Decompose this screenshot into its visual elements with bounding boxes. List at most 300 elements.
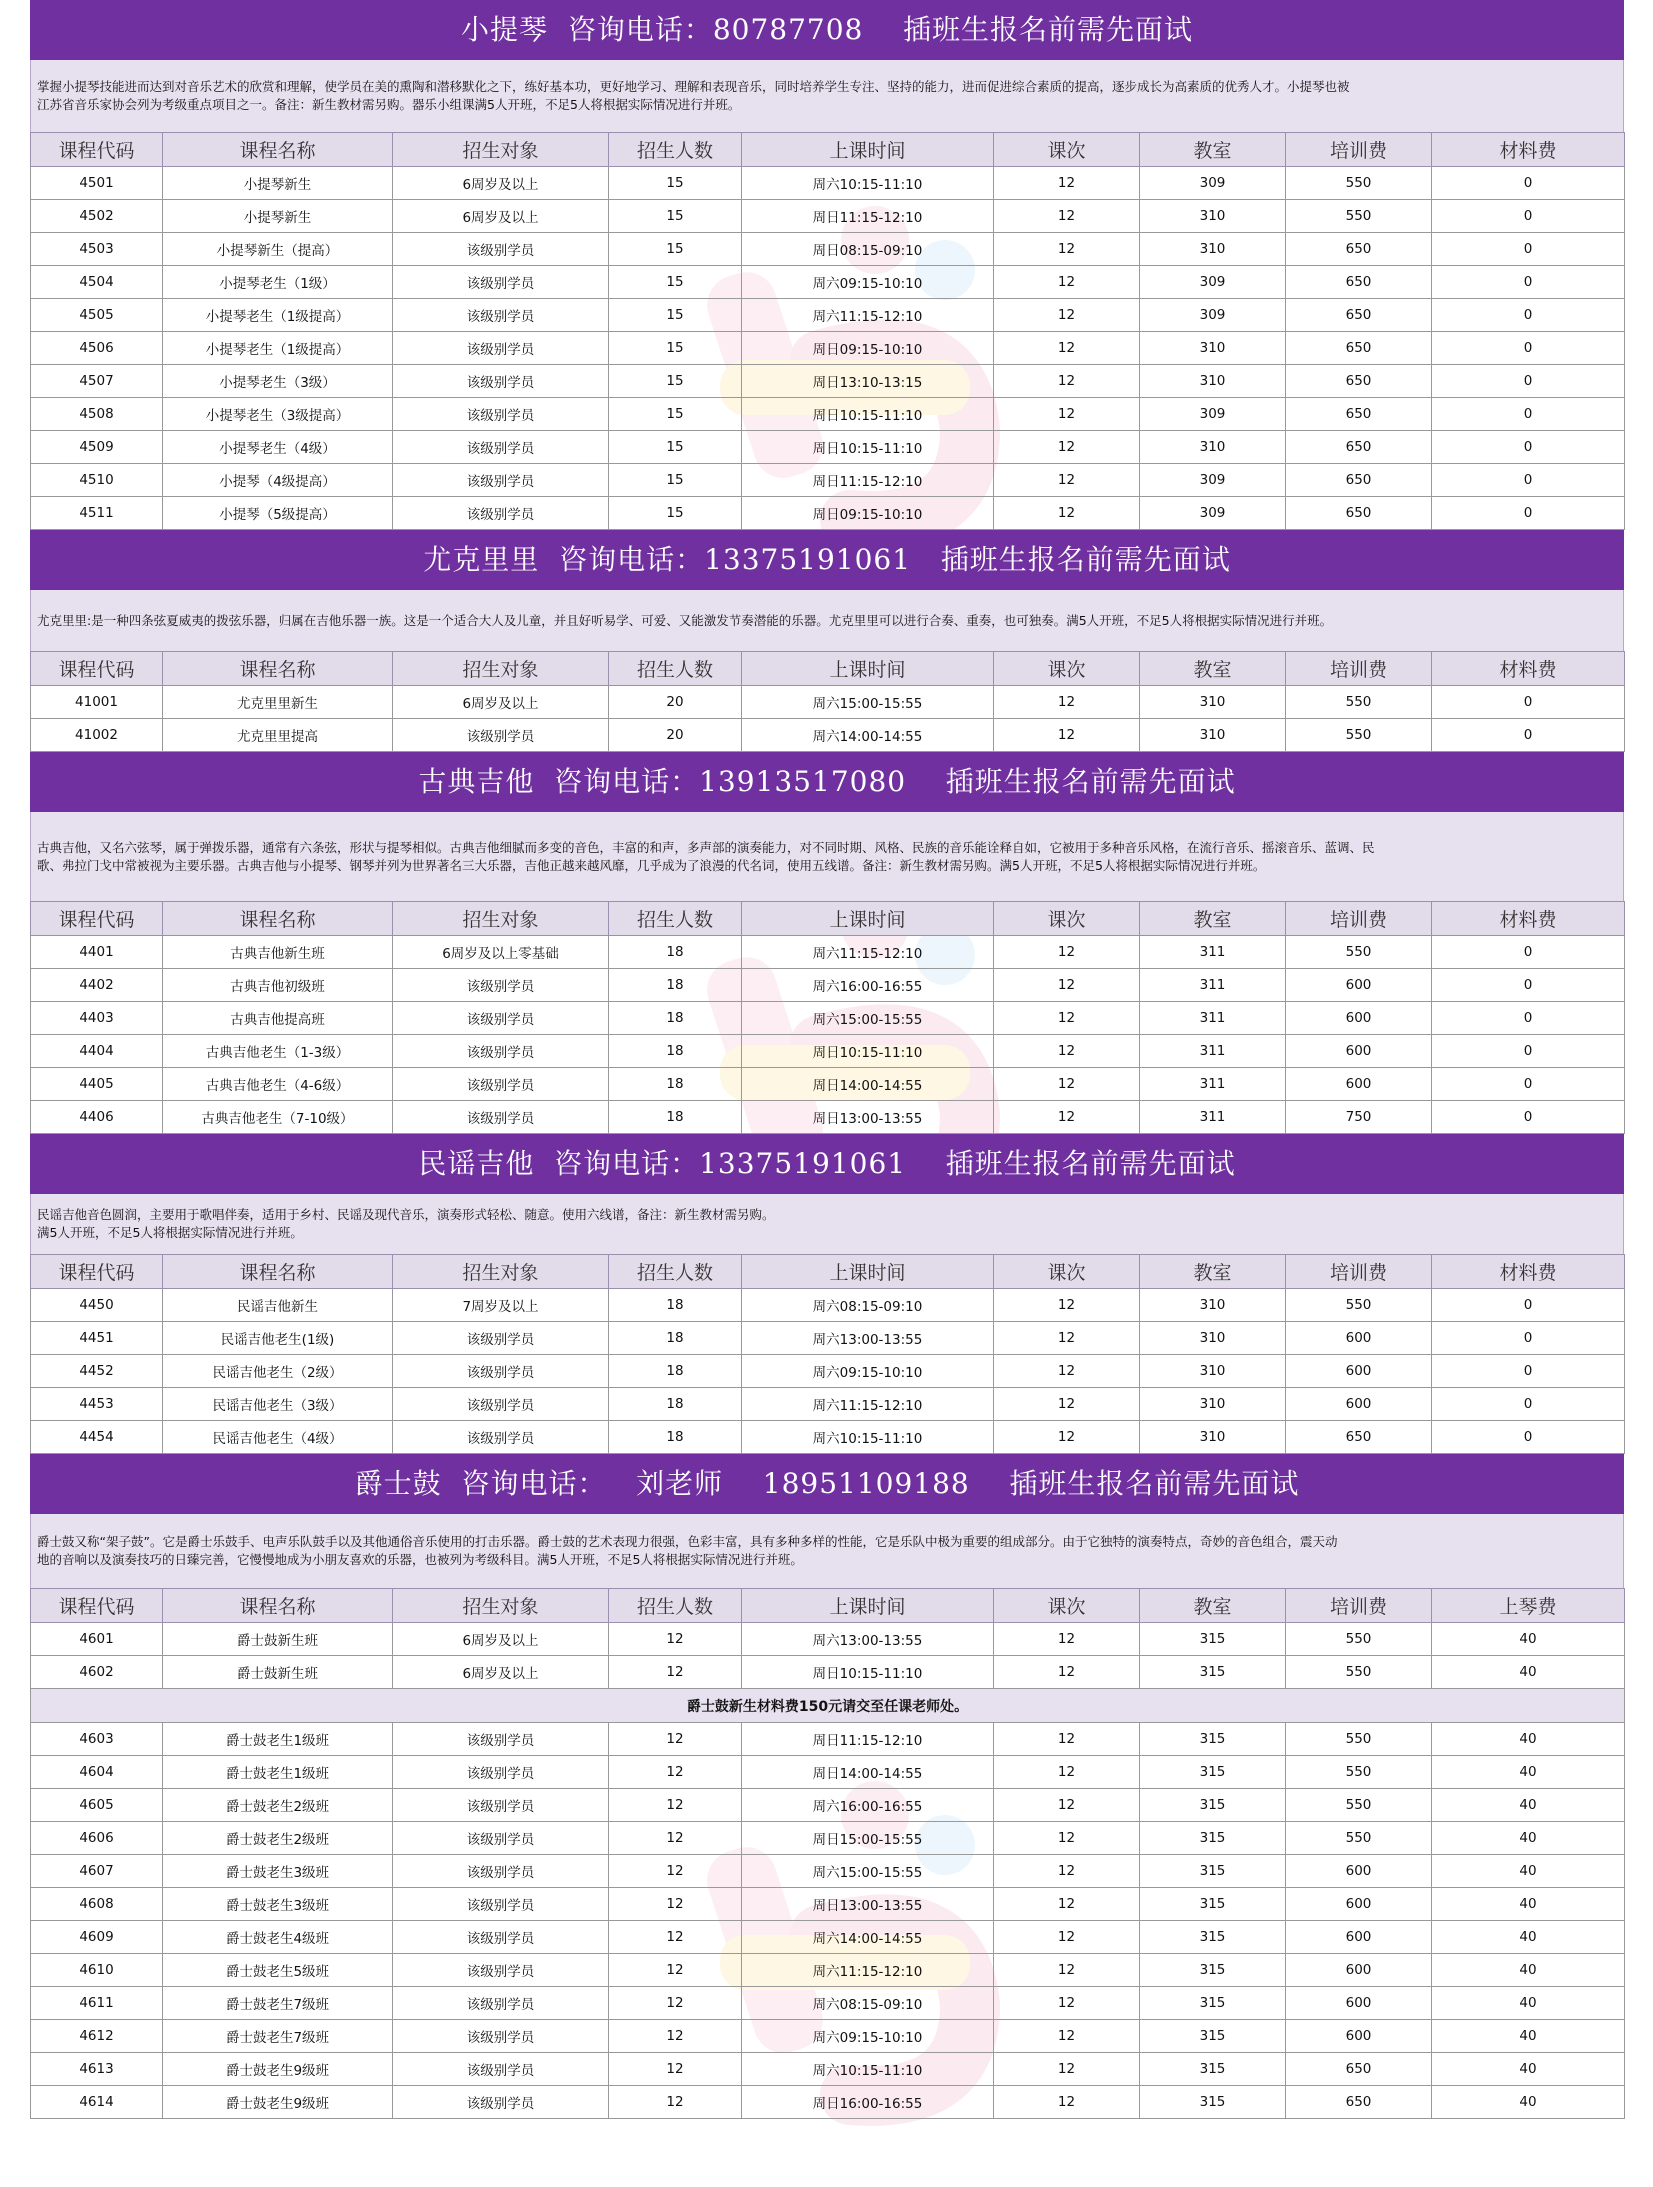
cell-material: 40 [1432,1822,1625,1855]
header-code: 课程代码 [31,1589,163,1623]
header-time: 上课时间 [742,133,994,167]
note-row [31,1689,1625,1723]
cell-name: 古典吉他老生（7-10级） [163,1101,393,1134]
cell-fee: 650 [1286,398,1432,431]
cell-name: 小提琴新生 [163,167,393,200]
table-row [31,1388,1625,1421]
cell-fee: 550 [1286,1756,1432,1789]
cell-fee: 550 [1286,719,1432,752]
cell-code: 4614 [31,2086,163,2119]
cell-target: 该级别学员 [393,1388,609,1421]
cell-sessions: 12 [994,233,1140,266]
table-row [31,1822,1625,1855]
table-header [31,1589,1625,1623]
cell-sessions: 12 [994,1101,1140,1134]
cell-time: 周六15:00-15:55 [742,1855,994,1888]
cell-capacity: 18 [609,1002,742,1035]
cell-name: 小提琴老生（1级提高） [163,299,393,332]
table-row [31,200,1625,233]
cell-name: 小提琴（4级提高） [163,464,393,497]
cell-room: 310 [1140,1421,1286,1454]
cell-name: 民谣吉他老生（3级） [163,1388,393,1421]
cell-code: 4406 [31,1101,163,1134]
header-capacity: 招生人数 [609,1255,742,1289]
cell-fee: 650 [1286,332,1432,365]
header-code: 课程代码 [31,902,163,936]
cell-room: 311 [1140,936,1286,969]
course-schedule [30,0,1624,2119]
table-row [31,1068,1625,1101]
cell-sessions: 12 [994,200,1140,233]
cell-capacity: 12 [609,1656,742,1689]
cell-name: 爵士鼓老生5级班 [163,1954,393,1987]
cell-sessions: 12 [994,1421,1140,1454]
cell-fee: 750 [1286,1101,1432,1134]
table-row [31,1921,1625,1954]
cell-sessions: 12 [994,1035,1140,1068]
cell-sessions: 12 [994,1355,1140,1388]
section-title: 古典吉他 咨询电话：13913517080 插班生报名前需先面试 [30,752,1624,812]
cell-time: 周六15:00-15:55 [742,686,994,719]
cell-code: 4402 [31,969,163,1002]
cell-fee: 600 [1286,1921,1432,1954]
cell-code: 4609 [31,1921,163,1954]
cell-fee: 550 [1286,1656,1432,1689]
cell-target: 该级别学员 [393,2086,609,2119]
cell-sessions: 12 [994,1954,1140,1987]
cell-time: 周六11:15-12:10 [742,1388,994,1421]
table-row [31,1289,1625,1322]
cell-material: 0 [1432,299,1625,332]
cell-fee: 550 [1286,1623,1432,1656]
cell-capacity: 15 [609,266,742,299]
cell-capacity: 15 [609,233,742,266]
cell-fee: 600 [1286,969,1432,1002]
cell-room: 310 [1140,365,1286,398]
cell-room: 315 [1140,1888,1286,1921]
cell-sessions: 12 [994,1789,1140,1822]
cell-code: 4454 [31,1421,163,1454]
cell-material: 0 [1432,233,1625,266]
cell-room: 311 [1140,1002,1286,1035]
cell-target: 该级别学员 [393,1954,609,1987]
cell-fee: 600 [1286,1888,1432,1921]
cell-sessions: 12 [994,1068,1140,1101]
cell-target: 该级别学员 [393,1789,609,1822]
table-row [31,1954,1625,1987]
header-name: 课程名称 [163,652,393,686]
cell-name: 爵士鼓新生班 [163,1623,393,1656]
cell-material: 40 [1432,1756,1625,1789]
cell-name: 尤克里里提高 [163,719,393,752]
cell-target: 该级别学员 [393,1068,609,1101]
cell-sessions: 12 [994,686,1140,719]
cell-code: 4613 [31,2053,163,2086]
cell-material: 40 [1432,2086,1625,2119]
cell-material: 0 [1432,1388,1625,1421]
cell-target: 该级别学员 [393,464,609,497]
cell-code: 4452 [31,1355,163,1388]
cell-capacity: 12 [609,1623,742,1656]
header-room: 教室 [1140,133,1286,167]
table-row [31,431,1625,464]
cell-time: 周六15:00-15:55 [742,1002,994,1035]
cell-sessions: 12 [994,431,1140,464]
cell-time: 周六16:00-16:55 [742,1789,994,1822]
cell-target: 该级别学员 [393,2053,609,2086]
cell-fee: 550 [1286,936,1432,969]
cell-time: 周日10:15-11:10 [742,398,994,431]
cell-time: 周日13:00-13:55 [742,1888,994,1921]
cell-sessions: 12 [994,1987,1140,2020]
cell-target: 该级别学员 [393,719,609,752]
table-row [31,1656,1625,1689]
table-header [31,1255,1625,1289]
cell-name: 爵士鼓老生1级班 [163,1756,393,1789]
cell-material: 40 [1432,1888,1625,1921]
header-time: 上课时间 [742,902,994,936]
cell-time: 周六14:00-14:55 [742,1921,994,1954]
cell-time: 周六08:15-09:10 [742,1289,994,1322]
cell-material: 0 [1432,431,1625,464]
cell-target: 该级别学员 [393,1888,609,1921]
cell-code: 4612 [31,2020,163,2053]
cell-target: 6周岁及以上 [393,167,609,200]
cell-target: 6周岁及以上 [393,686,609,719]
header-code: 课程代码 [31,652,163,686]
table-row [31,1002,1625,1035]
cell-target: 该级别学员 [393,1002,609,1035]
table-row [31,1035,1625,1068]
cell-time: 周日10:15-11:10 [742,431,994,464]
cell-code: 4507 [31,365,163,398]
cell-capacity: 12 [609,1888,742,1921]
table-row [31,969,1625,1002]
cell-sessions: 12 [994,969,1140,1002]
cell-capacity: 18 [609,1289,742,1322]
cell-name: 古典吉他老生（4-6级） [163,1068,393,1101]
table-row [31,1855,1625,1888]
cell-capacity: 15 [609,332,742,365]
header-sessions: 课次 [994,902,1140,936]
table-row [31,1723,1625,1756]
header-fee: 培训费 [1286,652,1432,686]
cell-material: 0 [1432,1035,1625,1068]
course-table [30,1254,1625,1454]
cell-material: 0 [1432,719,1625,752]
cell-code: 4604 [31,1756,163,1789]
header-room: 教室 [1140,1255,1286,1289]
cell-code: 4509 [31,431,163,464]
cell-code: 4510 [31,464,163,497]
cell-capacity: 15 [609,365,742,398]
header-material: 材料费 [1432,902,1625,936]
cell-time: 周日16:00-16:55 [742,2086,994,2119]
table-header [31,652,1625,686]
cell-room: 310 [1140,719,1286,752]
cell-target: 6周岁及以上 [393,1623,609,1656]
cell-target: 该级别学员 [393,398,609,431]
cell-material: 0 [1432,200,1625,233]
cell-code: 4502 [31,200,163,233]
table-header [31,902,1625,936]
course-table [30,132,1625,530]
cell-fee: 650 [1286,266,1432,299]
cell-code: 4404 [31,1035,163,1068]
cell-fee: 600 [1286,1388,1432,1421]
cell-sessions: 12 [994,299,1140,332]
cell-fee: 650 [1286,233,1432,266]
cell-room: 315 [1140,2086,1286,2119]
cell-code: 41002 [31,719,163,752]
cell-sessions: 12 [994,2053,1140,2086]
cell-room: 315 [1140,1789,1286,1822]
cell-room: 315 [1140,1855,1286,1888]
cell-room: 309 [1140,398,1286,431]
cell-name: 爵士鼓老生7级班 [163,2020,393,2053]
cell-target: 该级别学员 [393,332,609,365]
cell-material: 0 [1432,398,1625,431]
section-title: 民谣吉他 咨询电话：13375191061 插班生报名前需先面试 [30,1134,1624,1194]
table-row [31,719,1625,752]
cell-target: 该级别学员 [393,365,609,398]
cell-capacity: 15 [609,299,742,332]
cell-target: 该级别学员 [393,266,609,299]
cell-sessions: 12 [994,719,1140,752]
cell-time: 周六10:15-11:10 [742,2053,994,2086]
cell-sessions: 12 [994,1888,1140,1921]
cell-room: 309 [1140,464,1286,497]
header-material: 材料费 [1432,133,1625,167]
cell-sessions: 12 [994,936,1140,969]
table-row [31,464,1625,497]
cell-code: 4506 [31,332,163,365]
cell-name: 古典吉他新生班 [163,936,393,969]
cell-capacity: 12 [609,1954,742,1987]
cell-room: 315 [1140,1656,1286,1689]
header-target: 招生对象 [393,1255,609,1289]
cell-fee: 550 [1286,200,1432,233]
cell-target: 该级别学员 [393,233,609,266]
cell-target: 该级别学员 [393,431,609,464]
cell-sessions: 12 [994,1002,1140,1035]
cell-room: 310 [1140,332,1286,365]
cell-fee: 600 [1286,1035,1432,1068]
cell-capacity: 12 [609,1921,742,1954]
cell-name: 爵士鼓老生3级班 [163,1888,393,1921]
cell-capacity: 15 [609,167,742,200]
cell-time: 周日11:15-12:10 [742,464,994,497]
cell-capacity: 15 [609,431,742,464]
cell-name: 爵士鼓老生1级班 [163,1723,393,1756]
header-capacity: 招生人数 [609,133,742,167]
cell-capacity: 15 [609,497,742,530]
cell-sessions: 12 [994,1723,1140,1756]
cell-target: 该级别学员 [393,1322,609,1355]
cell-target: 该级别学员 [393,969,609,1002]
cell-room: 310 [1140,686,1286,719]
table-row [31,1987,1625,2020]
cell-code: 4403 [31,1002,163,1035]
cell-name: 小提琴老生（4级） [163,431,393,464]
cell-room: 310 [1140,200,1286,233]
header-sessions: 课次 [994,652,1140,686]
cell-material: 0 [1432,464,1625,497]
cell-time: 周六09:15-10:10 [742,266,994,299]
cell-fee: 600 [1286,1322,1432,1355]
cell-fee: 600 [1286,1002,1432,1035]
table-row [31,299,1625,332]
cell-name: 爵士鼓老生4级班 [163,1921,393,1954]
cell-capacity: 18 [609,1035,742,1068]
cell-time: 周六11:15-12:10 [742,299,994,332]
cell-room: 310 [1140,431,1286,464]
cell-time: 周六16:00-16:55 [742,969,994,1002]
table-row [31,167,1625,200]
cell-sessions: 12 [994,1756,1140,1789]
table-header [31,133,1625,167]
header-capacity: 招生人数 [609,652,742,686]
cell-material: 40 [1432,1954,1625,1987]
cell-time: 周日09:15-10:10 [742,497,994,530]
cell-name: 爵士鼓新生班 [163,1656,393,1689]
cell-room: 315 [1140,2053,1286,2086]
cell-material: 0 [1432,686,1625,719]
cell-time: 周六10:15-11:10 [742,167,994,200]
cell-fee: 550 [1286,686,1432,719]
cell-time: 周六08:15-09:10 [742,1987,994,2020]
cell-time: 周日08:15-09:10 [742,233,994,266]
cell-capacity: 18 [609,1068,742,1101]
cell-target: 该级别学员 [393,497,609,530]
cell-capacity: 15 [609,200,742,233]
table-row [31,2086,1625,2119]
section-description: 掌握小提琴技能进而达到对音乐艺术的欣赏和理解，使学员在美的熏陶和潜移默化之下，练好基本功，更好地学习、理解和表现音乐，同时培养学生专注、坚持的能力，进而促进综合素质的提高，逐步成长为高素质的优秀人才。小提琴也被 江苏省音乐家协会列为考级重点项目之一。备注：新生教材需另购。器乐小组课满5人开班，不足5人将根据实际情况进行并班。 [30,60,1624,132]
cell-fee: 650 [1286,464,1432,497]
cell-fee: 600 [1286,1855,1432,1888]
section-description: 古典吉他，又名六弦琴，属于弹拨乐器，通常有六条弦，形状与提琴相似。古典吉他细腻而多变的音色，丰富的和声，多声部的演奏能力，对不同时期、风格、民族的音乐能诠释自如，它被用于多种音乐风格，在流行音乐、摇滚音乐、蓝调、民 歌、弗拉门戈中常被视为主要乐器。古典吉他与小提琴、钢琴并列为世界著名三大乐器，吉他正越来越风靡，几乎成为了浪漫的代名词，使用五线谱。备注：新生教材需另购。满5人开班，不足5人将根据实际情况进行并班。 [30,812,1624,901]
header-sessions: 课次 [994,1589,1140,1623]
cell-capacity: 12 [609,1822,742,1855]
cell-time: 周六09:15-10:10 [742,1355,994,1388]
cell-capacity: 12 [609,1987,742,2020]
cell-capacity: 18 [609,969,742,1002]
cell-room: 310 [1140,1322,1286,1355]
cell-target: 该级别学员 [393,299,609,332]
header-material: 材料费 [1432,1255,1625,1289]
cell-time: 周日10:15-11:10 [742,1035,994,1068]
cell-target: 6周岁及以上零基础 [393,936,609,969]
cell-material: 0 [1432,1322,1625,1355]
cell-code: 4505 [31,299,163,332]
cell-name: 古典吉他提高班 [163,1002,393,1035]
cell-time: 周日14:00-14:55 [742,1068,994,1101]
table-row [31,1756,1625,1789]
cell-capacity: 12 [609,2086,742,2119]
cell-time: 周六13:00-13:55 [742,1623,994,1656]
cell-capacity: 12 [609,1756,742,1789]
cell-sessions: 12 [994,167,1140,200]
cell-fee: 650 [1286,2086,1432,2119]
cell-fee: 600 [1286,1987,1432,2020]
header-room: 教室 [1140,1589,1286,1623]
cell-fee: 550 [1286,1289,1432,1322]
cell-time: 周日14:00-14:55 [742,1756,994,1789]
cell-capacity: 18 [609,1322,742,1355]
cell-sessions: 12 [994,332,1140,365]
cell-code: 4511 [31,497,163,530]
cell-target: 6周岁及以上 [393,1656,609,1689]
cell-code: 4501 [31,167,163,200]
cell-room: 315 [1140,1723,1286,1756]
header-target: 招生对象 [393,902,609,936]
cell-material: 0 [1432,969,1625,1002]
header-name: 课程名称 [163,133,393,167]
cell-target: 7周岁及以上 [393,1289,609,1322]
cell-fee: 600 [1286,1068,1432,1101]
cell-room: 315 [1140,1921,1286,1954]
cell-material: 0 [1432,1421,1625,1454]
cell-fee: 550 [1286,1723,1432,1756]
cell-time: 周六11:15-12:10 [742,1954,994,1987]
cell-room: 310 [1140,1355,1286,1388]
cell-name: 小提琴（5级提高） [163,497,393,530]
material-fee-note: 爵士鼓新生材料费150元请交至任课老师处。 [31,1689,1625,1723]
cell-name: 民谣吉他老生（2级） [163,1355,393,1388]
cell-time: 周日13:00-13:55 [742,1101,994,1134]
cell-sessions: 12 [994,1623,1140,1656]
cell-room: 311 [1140,969,1286,1002]
cell-sessions: 12 [994,2086,1140,2119]
cell-capacity: 12 [609,1855,742,1888]
header-material: 上琴费 [1432,1589,1625,1623]
cell-material: 0 [1432,1355,1625,1388]
cell-code: 4603 [31,1723,163,1756]
cell-fee: 550 [1286,1822,1432,1855]
header-time: 上课时间 [742,652,994,686]
section-description: 民谣吉他音色圆润，主要用于歌唱伴奏，适用于乡村、民谣及现代音乐，演奏形式轻松、随意。使用六线谱，备注：新生教材需另购。 满5人开班，不足5人将根据实际情况进行并班。 [30,1194,1624,1254]
cell-time: 周日11:15-12:10 [742,1723,994,1756]
cell-capacity: 12 [609,2053,742,2086]
cell-target: 该级别学员 [393,1723,609,1756]
table-row [31,332,1625,365]
header-sessions: 课次 [994,1255,1140,1289]
cell-capacity: 18 [609,1421,742,1454]
cell-material: 0 [1432,1289,1625,1322]
cell-material: 0 [1432,1002,1625,1035]
header-capacity: 招生人数 [609,902,742,936]
header-fee: 培训费 [1286,902,1432,936]
cell-sessions: 12 [994,1289,1140,1322]
section-description: 爵士鼓又称“架子鼓”。它是爵士乐鼓手、电声乐队鼓手以及其他通俗音乐使用的打击乐器。爵士鼓的艺术表现力很强，色彩丰富，具有多种多样的性能，它是乐队中极为重要的组成部分。由于它独特的演奏特点，奇妙的音色组合，震天动 地的音响以及演奏技巧的日臻完善，它慢慢地成为小朋友喜欢的乐器，也被列为考级科目。满5人开班，不足5人将根据实际情况进行并班。 [30,1514,1624,1588]
cell-fee: 600 [1286,2020,1432,2053]
cell-target: 该级别学员 [393,1355,609,1388]
header-target: 招生对象 [393,652,609,686]
cell-name: 古典吉他老生（1-3级） [163,1035,393,1068]
cell-target: 该级别学员 [393,1101,609,1134]
table-row [31,686,1625,719]
cell-code: 4504 [31,266,163,299]
cell-code: 4451 [31,1322,163,1355]
cell-fee: 650 [1286,1421,1432,1454]
cell-time: 周日11:15-12:10 [742,200,994,233]
cell-name: 小提琴老生（1级） [163,266,393,299]
course-table [30,901,1625,1134]
cell-name: 尤克里里新生 [163,686,393,719]
cell-target: 该级别学员 [393,1756,609,1789]
course-table [30,1588,1625,2119]
cell-room: 309 [1140,167,1286,200]
